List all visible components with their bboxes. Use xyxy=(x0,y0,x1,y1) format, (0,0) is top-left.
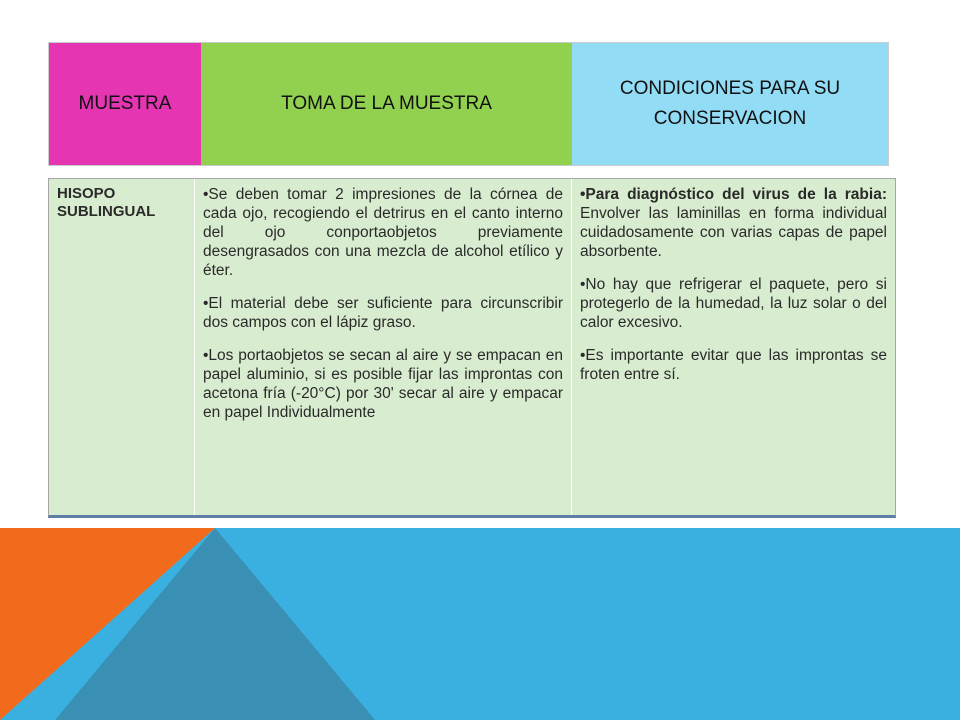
conservacion-paragraph: •Es importante evitar que las improntas se froten entre sí. xyxy=(580,347,887,383)
table-header xyxy=(48,42,889,166)
conservacion-paragraph xyxy=(580,185,887,261)
header-toma: TOMA DE LA MUESTRA xyxy=(201,43,572,165)
rabia-text: Envolver las laminillas en forma individual cuidadosamente con varias capas de papel absorbente. xyxy=(580,205,887,260)
toma-paragraph: •Los portaobjetos se secan al aire y se empacan en papel aluminio, si es posible fijar las improntas con acetona fría (-20°C) por 30' secar al aire y empacar en papel Individualmente xyxy=(203,347,563,421)
rabia-heading: •Para diagnóstico del virus de la rabia: xyxy=(580,186,887,203)
toma-paragraph: •Se deben tomar 2 impresiones de la córnea de cada ojo, recogiendo el detrirus en el canto interno del ojo conportaobjetos previamente desengrasados con una mezcla de alcohol etílico y éter. xyxy=(203,186,563,279)
decorative-shapes xyxy=(0,528,960,720)
conservacion-cell xyxy=(572,179,895,515)
toma-cell xyxy=(195,179,572,515)
sample-name-line1: HISOPO xyxy=(57,185,116,202)
conservacion-paragraph: •No hay que refrigerar el paquete, pero si protegerlo de la humedad, la luz solar o del calor excesivo. xyxy=(580,276,887,331)
toma-paragraph: •El material debe ser suficiente para circunscribir dos campos con el lápiz graso. xyxy=(203,295,563,331)
sample-cell xyxy=(49,179,195,515)
header-condiciones: CONDICIONES PARA SU CONSERVACION xyxy=(572,43,888,165)
table-row xyxy=(48,178,896,518)
sample-name-line2: SUBLINGUAL xyxy=(57,203,156,220)
header-muestra: MUESTRA xyxy=(49,43,201,165)
